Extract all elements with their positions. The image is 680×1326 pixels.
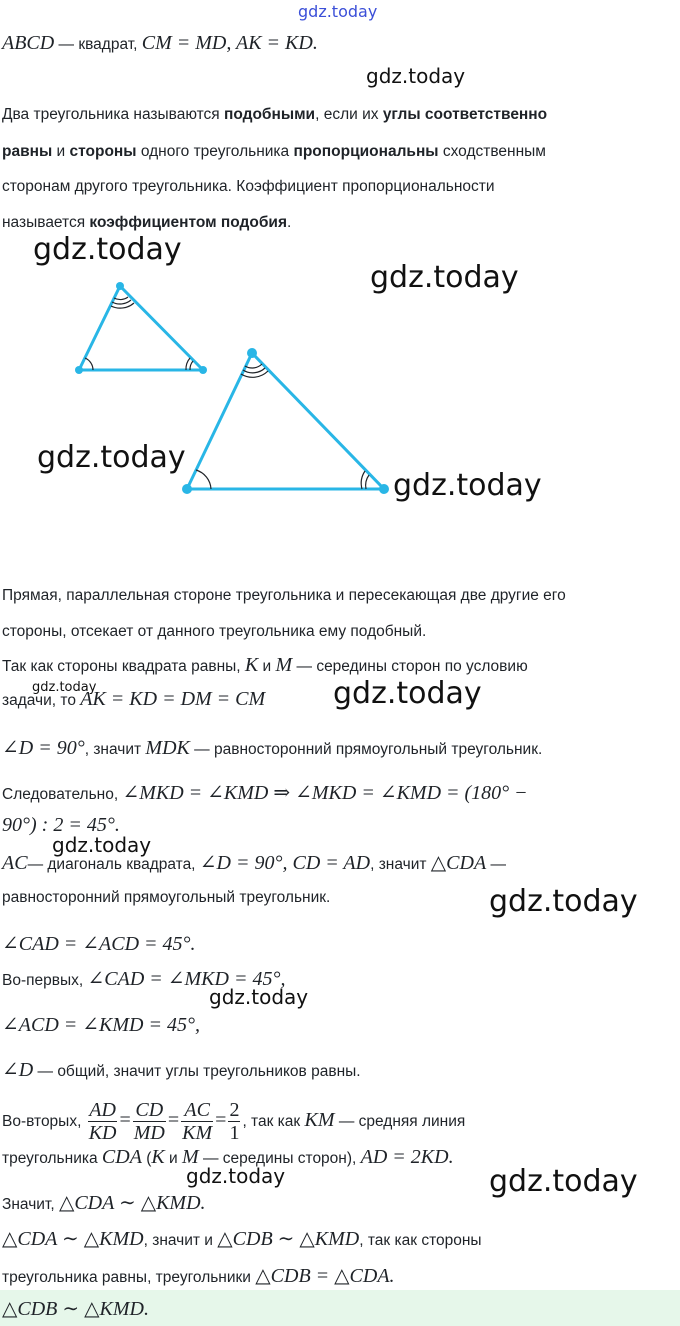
watermark: gdz.today	[333, 676, 482, 711]
given-line: ABCD — квадрат, CM = MD, AK = KD.	[2, 32, 318, 54]
solution-line-8: ∠CAD = ∠ACD = 45°.	[2, 933, 196, 955]
watermark: gdz.today	[489, 1164, 638, 1199]
watermark: gdz.today	[52, 833, 152, 857]
watermark: gdz.today	[32, 680, 97, 695]
large-triangle	[187, 353, 384, 489]
watermark: gdz.today	[366, 64, 466, 88]
definition-line-1: Два треугольника называются подобными, если их углы соответственно	[2, 106, 548, 123]
watermark: gdz.today	[37, 440, 186, 475]
watermark: gdz.today	[186, 1164, 286, 1188]
statement-line-2: стороны, отсекает от данного треугольника ему подобный.	[2, 623, 427, 640]
watermark: gdz.today	[393, 468, 542, 503]
solution-line-9: Во-первых, ∠CAD = ∠MKD = 45°,	[2, 968, 286, 990]
watermark: gdz.today	[489, 884, 638, 919]
solution-line-14: △CDA ∼ △KMD, значит и △CDB ∼ △KMD, так как стороны	[2, 1228, 482, 1250]
watermark: gdz.today	[33, 232, 182, 267]
solution-line-13: Значит, △CDA ∼ △KMD.	[2, 1192, 206, 1214]
fraction: $\frac{CD}{MD}$	[133, 1099, 165, 1145]
solution-line-11: ∠D — общий, значит углы треугольников равны.	[2, 1059, 361, 1081]
definition-line-4: называется коэффициентом подобия.	[2, 214, 292, 231]
solution-line-15: треугольника равны, треугольники △CDB = △CDA.	[2, 1265, 395, 1287]
solution-ratio-line: Во-вторых, $\frac{AD}{KD}$ = $\frac{CD}{MD}$ = $\frac{AC}{KM}$ = $\frac{2}{1}$ , так как KM — средняя линия	[2, 1099, 466, 1145]
solution-line-5: 90°) : 2 = 45°.	[2, 814, 120, 836]
solution-line-6: AC— диагональ квадрата, ∠D = 90°, CD = AD, значит △CDA —	[2, 852, 506, 874]
statement-line-1: Прямая, параллельная стороне треугольника и пересекающая две другие его	[2, 587, 566, 604]
fraction: $\frac{AC}{KM}$	[182, 1099, 213, 1145]
solution-line-1: Так как стороны квадрата равны, K и M — середины сторон по условию	[2, 654, 528, 676]
solution-line-10: ∠ACD = ∠KMD = 45°,	[2, 1014, 200, 1036]
solution-line-4: Следовательно, ∠MKD = ∠KMD ⇒ ∠MKD = ∠KMD = (180° −	[2, 782, 528, 804]
solution-line-7: равносторонний прямоугольный треугольник.	[2, 889, 331, 906]
solution-line-12: треугольника CDA (K и M — середины сторон), AD = 2KD.	[2, 1146, 454, 1168]
solution-line-2: задачи, то AK = KD = DM = CM	[2, 688, 266, 710]
similar-triangles-figure	[0, 270, 680, 510]
definition-line-3: сторонам другого треугольника. Коэффициент пропорциональности	[2, 178, 495, 195]
small-triangle	[79, 286, 203, 370]
answer-line: △CDB ∼ △KMD.	[2, 1298, 149, 1320]
watermark: gdz.today	[370, 260, 519, 295]
watermark-top: gdz.today	[298, 2, 378, 21]
fraction: $\frac{AD}{KD}$	[88, 1099, 117, 1145]
solution-line-3: ∠D = 90°, значит MDK — равносторонний прямоугольный треугольник.	[2, 737, 543, 759]
fraction: $\frac{2}{1}$	[229, 1099, 240, 1145]
definition-line-2: равны и стороны одного треугольника пропорциональны сходственным	[2, 143, 546, 160]
watermark: gdz.today	[209, 985, 309, 1009]
